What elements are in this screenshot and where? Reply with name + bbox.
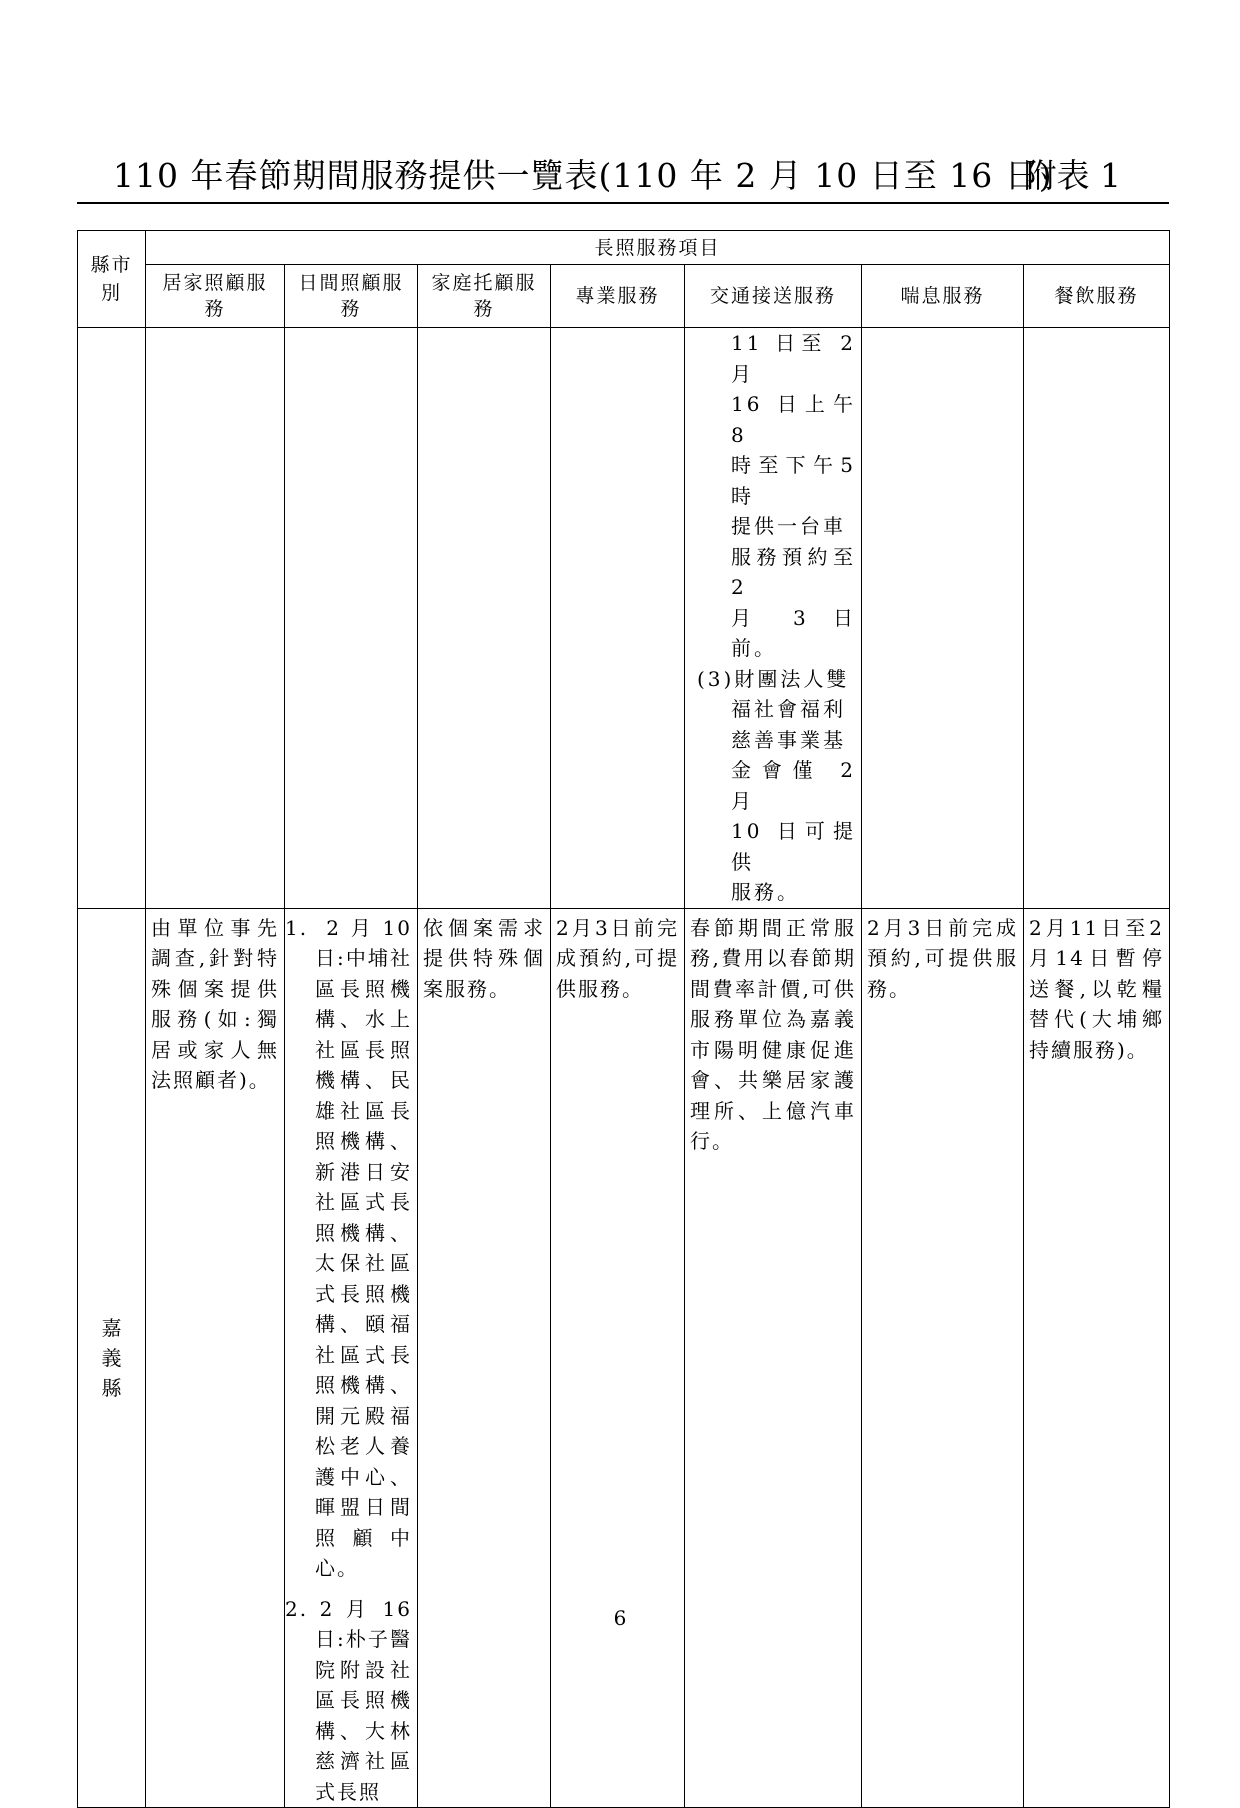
transport-line: 11 日至 2 月 (731, 331, 856, 386)
day-care-item-2: 2. 2 月 16 日:朴子醫院附設社區長照機構、大林慈濟社區式長照 (285, 1596, 412, 1804)
chiayi-respite (862, 908, 1024, 1808)
transport-line: 慈善事業基 (731, 727, 846, 752)
chiayi-home-care (146, 908, 285, 1808)
chiayi-professional (551, 908, 685, 1808)
annex-label: 附表 1 (1023, 156, 1121, 195)
header-respite: 喘息服務 (862, 265, 1024, 328)
transport-line: 提供一台車 (731, 514, 846, 538)
transport-line: (3)財團法人雙 (697, 666, 850, 691)
header-transport: 交通接送服務 (685, 265, 862, 328)
professional-text: 2月3日前完成預約,可提供服務。 (556, 915, 679, 1001)
transport-line: 服務。 (731, 880, 800, 904)
title-row (77, 150, 1169, 202)
chiayi-transport (685, 908, 862, 1808)
transport-line: 時至下午5時 (731, 453, 856, 508)
chiayi-day-care (285, 908, 418, 1808)
transport-line: 月 3 日前。 (731, 605, 856, 660)
header-day-care: 日間照顧服務 (285, 265, 418, 328)
page-title: 110 年春節期間服務提供一覽表(110 年 2 月 10 日至 16 日) (113, 156, 1053, 195)
header-county: 縣市別 (78, 231, 146, 328)
cont-family-care-cell (418, 328, 551, 909)
transport-line: 金會僅 2 月 (731, 758, 856, 813)
title-rule (77, 202, 1169, 204)
cont-meal-cell (1024, 328, 1170, 909)
header-meal: 餐飲服務 (1024, 265, 1170, 328)
cont-county-cell (78, 328, 146, 909)
day-care-item-1: 1. 2月10日:中埔社區長照機構、水上社區長照機構、民雄社區長照機構、新港日安社區式長照機構、太保社區式長照機構、頤福社區式長照機構、開元殿福松老人養護中心、暉盟日間照顧中心。 (285, 915, 412, 1580)
chiayi-meal (1024, 908, 1170, 1808)
transport-line: 16 日上午 8 (731, 392, 856, 447)
home-care-text: 由單位事先調查,針對特殊個案提供服務(如:獨居或家人無法照顧者)。 (151, 915, 279, 1092)
header-group: 長照服務項目 (146, 231, 1170, 265)
page-number: 6 (613, 1606, 627, 1630)
header-professional: 專業服務 (551, 265, 685, 328)
header-home-care: 居家照顧服務 (146, 265, 285, 328)
county-label: 嘉義縣 (101, 1315, 122, 1400)
chiayi-family-care (418, 908, 551, 1808)
cont-home-care-cell (146, 328, 285, 909)
meal-text: 2月11日至2月14日暫停送餐,以乾糧替代(大埔鄉持續服務)。 (1029, 915, 1165, 1062)
county-chiayi (78, 908, 146, 1808)
family-care-text: 依個案需求提供特殊個案服務。 (423, 915, 545, 1001)
cont-professional-cell (551, 328, 685, 909)
transport-line: 10 日可提供 (731, 819, 856, 874)
cont-transport-cell (685, 328, 862, 909)
transport-line: 服務預約至 2 (731, 544, 856, 599)
cont-day-care-cell (285, 328, 418, 909)
transport-line: 福社會福利 (731, 697, 846, 721)
respite-text: 2月3日前完成預約,可提供服務。 (867, 915, 1018, 1001)
transport-text: 春節期間正常服務,費用以春節期間費率計價,可供服務單位為嘉義市陽明健康促進會、共樂居家護理所、上億汽車行。 (690, 915, 856, 1153)
service-table (77, 230, 1170, 1808)
cont-respite-cell (862, 328, 1024, 909)
header-family-care: 家庭托顧服務 (418, 265, 551, 328)
